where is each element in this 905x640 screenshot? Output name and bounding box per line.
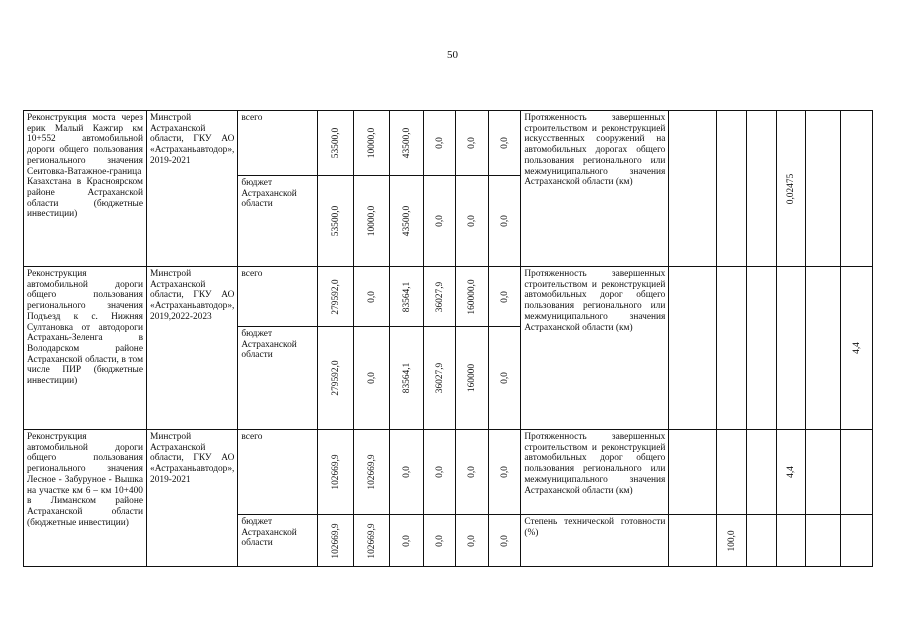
indicator-value: [747, 430, 777, 515]
funding-value: 0,0: [456, 111, 489, 176]
indicator-value: [806, 267, 841, 430]
funding-source: бюджет Астраханской области: [238, 515, 318, 567]
program-table: [23, 110, 873, 567]
project-name: Реконструкция автомобильной дороги общего пользования регионального значения Подъезд к с. Нижняя Султановка от автодороги Астрахань-Зеленга в Володарском районе Астраханской области, в том числе ПИР (бюджетные инвестиции): [24, 267, 147, 430]
project-name: Реконструкция моста через ерик Малый Кажгир км 10+552 автомобильной дороги общего пользования регионального значения Сеитовка-Ватажное-граница Казахстана в Красноярском районе Астраханской области (бюджетные инвестиции): [24, 111, 147, 267]
funding-source: всего: [238, 267, 318, 327]
funding-value: 0,0: [489, 267, 521, 327]
indicator-value: [747, 111, 777, 267]
funding-value: 0,0: [489, 111, 521, 176]
indicator-value: [841, 111, 873, 267]
indicator-value: [806, 111, 841, 267]
funding-value: 0,0: [456, 176, 489, 267]
funding-value: 0,0: [354, 267, 390, 327]
indicator-value: [806, 430, 841, 515]
funding-value: 43500,0: [390, 111, 424, 176]
funding-value: 279592,0: [318, 327, 354, 430]
funding-value: 0,0: [424, 176, 456, 267]
funding-value: 53500,0: [318, 176, 354, 267]
funding-value: 0,0: [456, 515, 489, 567]
indicator-value: [777, 267, 806, 430]
funding-source: бюджет Астраханской области: [238, 176, 318, 267]
funding-source: всего: [238, 430, 318, 515]
indicator-name: Степень технической готовности (%): [521, 515, 669, 567]
table-row: [24, 267, 873, 327]
indicator-value: 4,4: [777, 430, 806, 515]
indicator-value: [669, 267, 717, 430]
funding-value: 0,0: [424, 430, 456, 515]
funding-value: 0,0: [424, 111, 456, 176]
indicator-value: [841, 430, 873, 515]
indicator-name: Протяженность завершенных строительством и реконструкцией автомобильных дорог общего пользования регионального или межмуниципального значения Астраханской области (км): [521, 430, 669, 515]
funding-value: 43500,0: [390, 176, 424, 267]
table-row: [24, 430, 873, 515]
funding-value: 53500,0: [318, 111, 354, 176]
indicator-value: [669, 515, 717, 567]
funding-value: 0,0: [489, 327, 521, 430]
funding-value: 0,0: [354, 327, 390, 430]
funding-value: 279592,0: [318, 267, 354, 327]
funding-value: 102669,9: [354, 515, 390, 567]
funding-value: 10000,0: [354, 111, 390, 176]
funding-value: 10000,0: [354, 176, 390, 267]
funding-value: 102669,9: [318, 430, 354, 515]
funding-source: всего: [238, 111, 318, 176]
executor: Минстрой Астраханской области, ГКУ АО «Астраханьавтодор», 2019-2021: [147, 111, 238, 267]
page-number: 50: [447, 49, 458, 61]
indicator-value: [669, 111, 717, 267]
indicator-value: 0,02475: [777, 111, 806, 267]
indicator-value: [717, 267, 747, 430]
funding-value: 0,0: [489, 430, 521, 515]
funding-value: 0,0: [456, 430, 489, 515]
project-name: Реконструкция автомобильной дороги общего пользования регионального значения Лесное - Забуруное - Вышка на участке км 6 – км 10+400 в Лиманском районе Астраханской области (бюджетные инвестиции): [24, 430, 147, 567]
funding-value: 83564,1: [390, 327, 424, 430]
funding-value: 102669,9: [354, 430, 390, 515]
indicator-value: [747, 515, 777, 567]
indicator-value: [806, 515, 841, 567]
funding-value: 160000,0: [456, 267, 489, 327]
funding-value: 0,0: [390, 430, 424, 515]
funding-value: 102669,9: [318, 515, 354, 567]
indicator-value: [747, 267, 777, 430]
executor: Минстрой Астраханской области, ГКУ АО «Астраханьавтодор», 2019,2022-2023: [147, 267, 238, 430]
indicator-value: [717, 111, 747, 267]
funding-value: 36027,9: [424, 327, 456, 430]
funding-value: 36027,9: [424, 267, 456, 327]
indicator-value: [669, 430, 717, 515]
funding-value: 0,0: [489, 176, 521, 267]
funding-value: 0,0: [489, 515, 521, 567]
executor: Минстрой Астраханской области, ГКУ АО «Астраханьавтодор», 2019-2021: [147, 430, 238, 567]
indicator-value: [841, 515, 873, 567]
indicator-value: 100,0: [717, 515, 747, 567]
indicator-name: Протяженность завершенных строительством и реконструкцией автомобильных дорог общего пользования регионального или межмуниципального значения Астраханской области (км): [521, 267, 669, 430]
indicator-name: Протяженность завершенных строительством и реконструкцией искусственных сооружений на автомобильных дорогах общего пользования регионального или межмуниципального значения Астраханской области (км): [521, 111, 669, 267]
indicator-value: 4,4: [841, 267, 873, 430]
funding-value: 160000: [456, 327, 489, 430]
indicator-value: [777, 515, 806, 567]
indicator-value: [717, 430, 747, 515]
funding-source: бюджет Астраханской области: [238, 327, 318, 430]
table-row: [24, 111, 873, 176]
funding-value: 0,0: [424, 515, 456, 567]
funding-value: 0,0: [390, 515, 424, 567]
funding-value: 83564,1: [390, 267, 424, 327]
